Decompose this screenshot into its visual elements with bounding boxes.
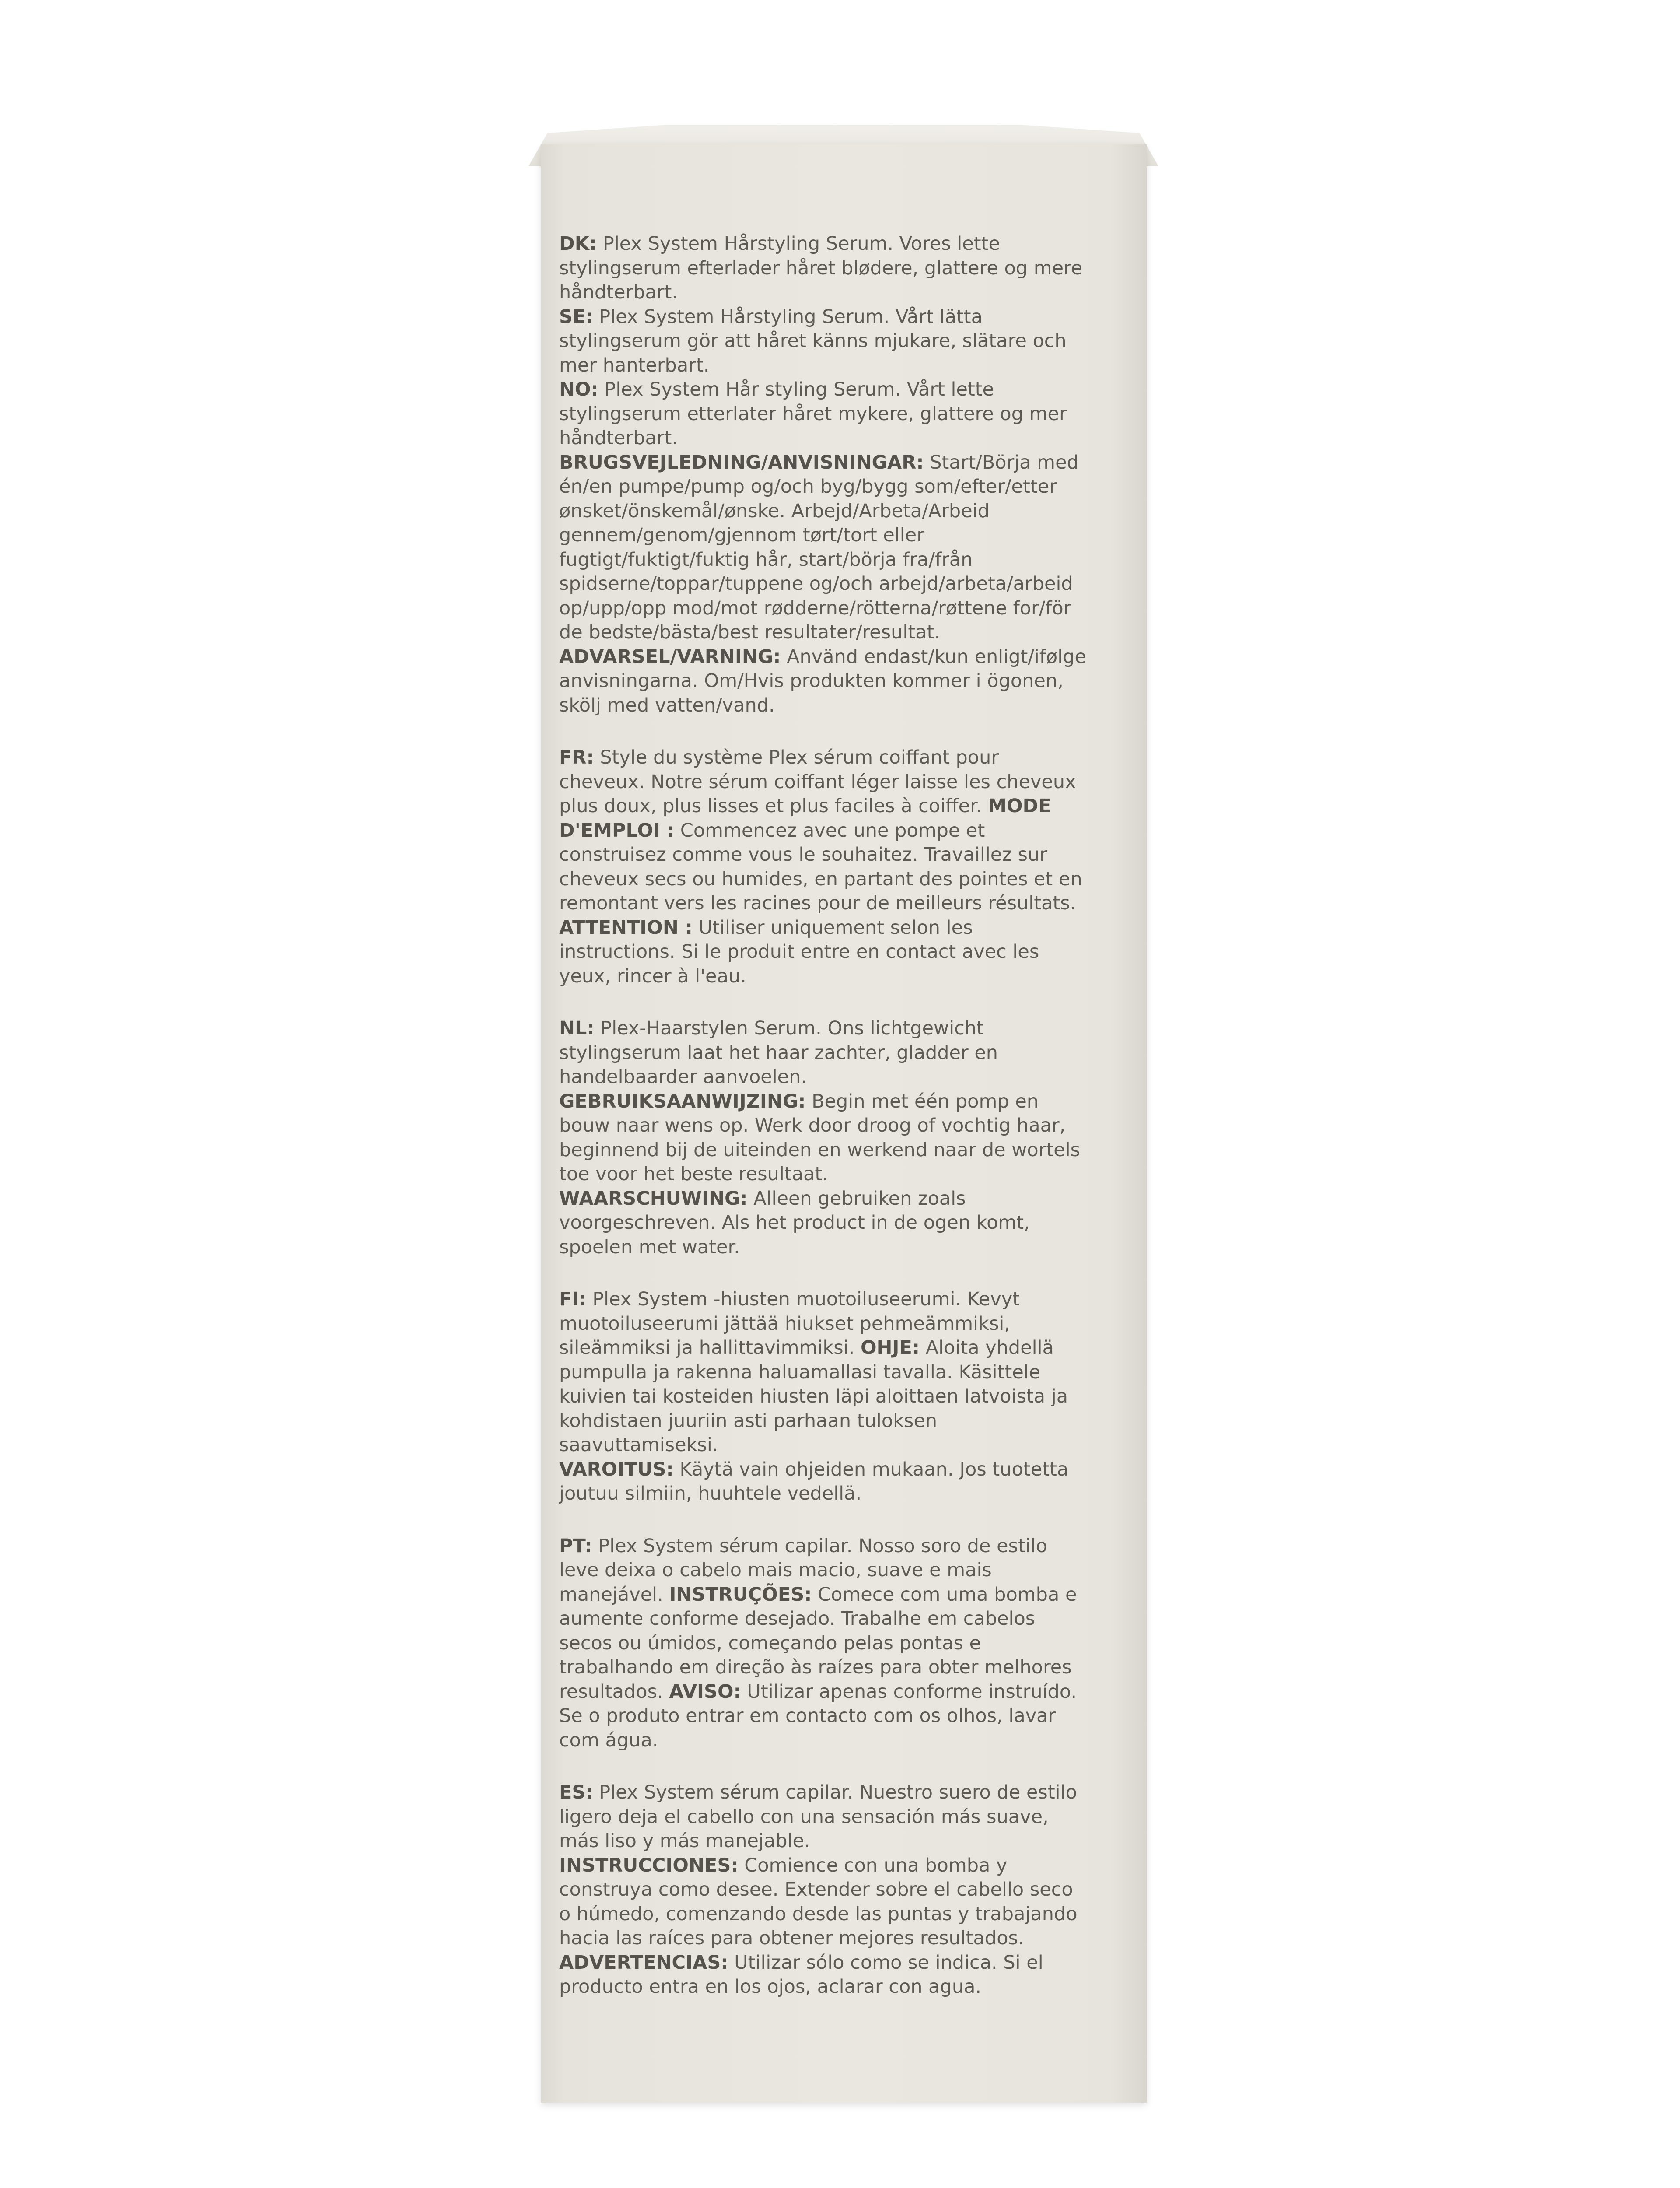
- fr-block: FR: Style du système Plex sérum coiffant pour cheveux. Notre sérum coiffant léger laisse les cheveux plus doux, plus lisses et plus faciles à coiffer. MODE D'EMPLOI : Commencez avec une pompe et construisez comme vous le souhaitez. Travaillez sur cheveux secs ou humides, en partant des pointes et en remontant vers les racines pour de meilleurs résultats. ATTENTION : Utiliser uniquement selon les instructions. Si le produit entre en contact avec les yeux, rincer à l'eau.: [559, 747, 1082, 987]
- pt-block: PT: Plex System sérum capilar. Nosso soro de estilo leve deixa o cabelo mais macio, suave e mais manejável. INSTRUÇÕES: Comece com uma bomba e aumente conforme desejado. Trabalhe em cabelos secos ou úmidos, começando pelas pontas e trabalhando em direção às raízes para obter melhores resultados. AVISO: Utilizar apenas conforme instruído. Se o produto entrar em contacto com os olhos, lavar com água.: [559, 1535, 1077, 1751]
- fi-block: FI: Plex System -hiusten muotoiluseerumi. Kevyt muotoiluseerumi jättää hiukset pehmeämmiksi, sileämmiksi ja hallittavimmiksi. OHJE: Aloita yhdellä pumpulla ja rakenna haluamallasi tavalla. Käsittele kuivien tai kosteiden hiusten läpi aloittaen latvoista ja kohdistaen juuriin asti parhaan tuloksen saavuttamiseksi. VAROITUS: Käytä vain ohjeiden mukaan. Jos tuotetta joutuu silmiin, huuhtele vedellä.: [559, 1288, 1069, 1504]
- no-description: NO: Plex System Hår styling Serum. Vårt lette stylingserum etterlater håret mykere, glattere og mer håndterbart.: [559, 379, 1067, 449]
- nl-block: NL: Plex-Haarstylen Serum. Ons lichtgewicht stylingserum laat het haar zachter, gladder en handelbaarder aanvoelen. GEBRUIKSAANWIJZING: Begin met één pomp en bouw naar wens op. Werk door droog of vochtig haar, beginnend bij de uiteinden en werkend naar de wortels toe voor het beste resultaat. WAARSCHUWING: Alleen gebruiken zoals voorgeschreven. Als het product in de ogen komt, spoelen met water.: [559, 1017, 1081, 1258]
- dk-description: DK: Plex System Hårstyling Serum. Vores lette stylingserum efterlader håret blødere, glattere og mere håndterbart.: [559, 233, 1083, 303]
- se-description: SE: Plex System Hårstyling Serum. Vårt lätta stylingserum gör att håret känns mjukare, slätare och mer hanterbart.: [559, 305, 1067, 376]
- product-text-panel: [559, 232, 1088, 2027]
- scandinavian-block: [559, 232, 1088, 718]
- scandi-instructions: BRUGSVEJLEDNING/ANVISNINGAR: Start/Börja med én/en pumpe/pump og/och byg/bygg som/efter/etter ønsket/önskemål/ønske. Arbejd/Arbeta/Arbeid gennem/genom/gjennom tørt/tort eller fugtigt/fuktigt/fuktig hår, start/börja fra/från spidserne/toppar/tuppene og/och arbejd/arbeta/arbeid op/upp/opp mod/mot rødderne/rötterna/røttene for/för de bedste/bästa/best resultater/resultat.: [559, 451, 1079, 643]
- es-block: ES: Plex System sérum capilar. Nuestro suero de estilo ligero deja el cabello con una sensación más suave, más liso y más manejable. INSTRUCCIONES: Comience con una bomba y construya como desee. Extender sobre el cabello seco o húmedo, comenzando desde las puntas y trabajando hacia las raíces para obtener mejores resultados. ADVERTENCIAS: Utilizar sólo como se indica. Si el producto entra en los ojos, aclarar con agua.: [559, 1781, 1078, 1998]
- scandi-warning: ADVARSEL/VARNING: Använd endast/kun enligt/ifølge anvisningarna. Om/Hvis produkten kommer i ögonen, skölj med vatten/vand.: [559, 645, 1086, 716]
